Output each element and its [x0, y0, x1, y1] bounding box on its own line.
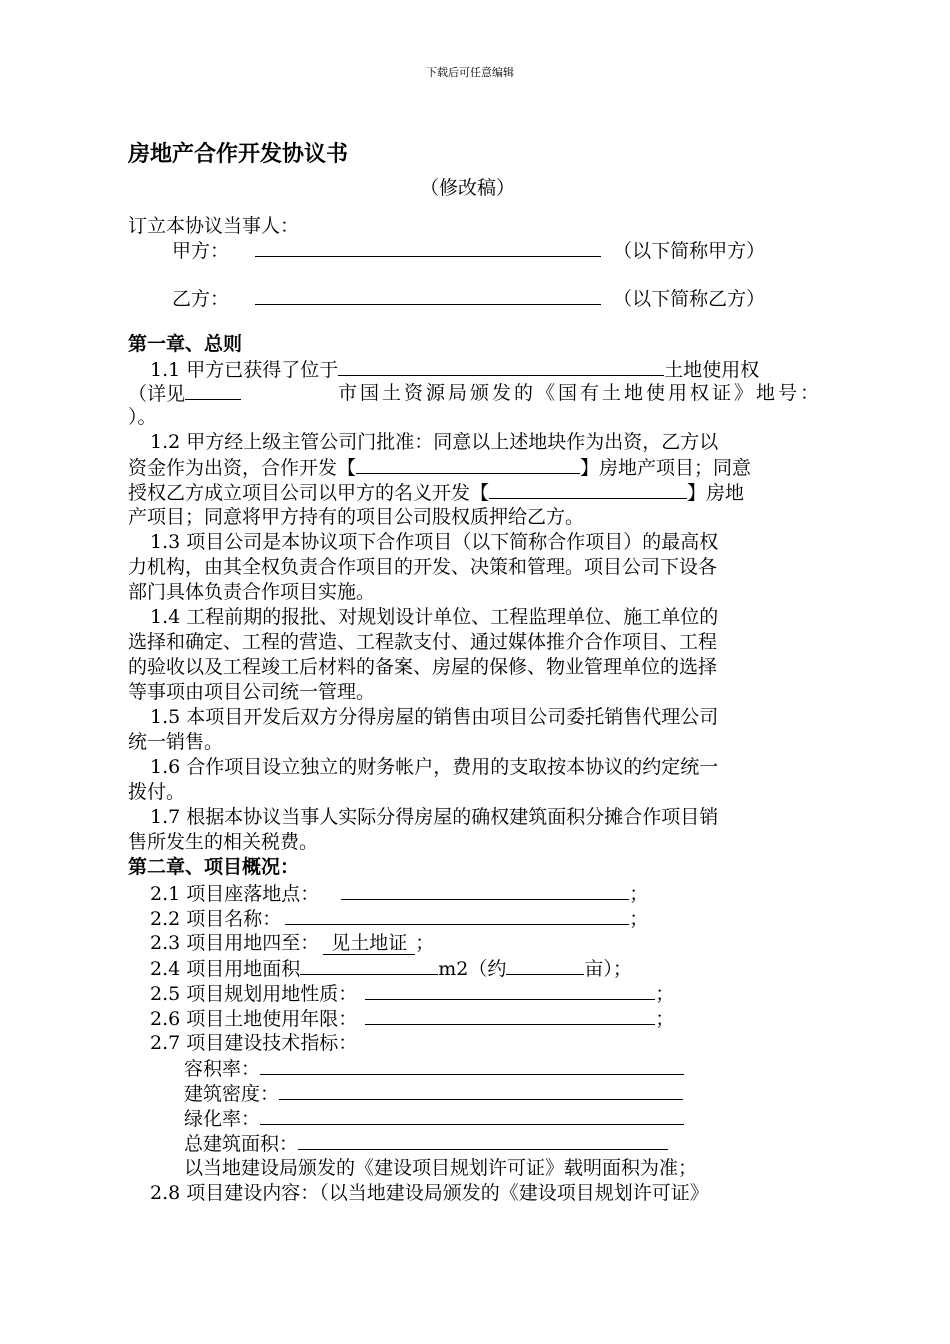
header-note: 下载后可任意编辑 [426, 66, 514, 79]
gfa-blank [298, 1131, 668, 1150]
document-subtitle: （修改稿） [420, 177, 516, 199]
clause-1-1-line3: ）。 [128, 406, 157, 428]
location-blank [341, 881, 629, 900]
project-name-blank-2 [489, 480, 687, 499]
green-label: 绿化率： [184, 1108, 261, 1130]
clause-1-1-location-blank [338, 357, 664, 376]
boundary-value: 见土地证 [323, 932, 415, 955]
semicolon: ； [655, 1008, 675, 1030]
clause-2-4-label: 2.4 项目用地面积 [150, 958, 301, 980]
clause-1-1-line2 [128, 381, 822, 406]
mu-unit: 亩）； [584, 958, 632, 980]
clause-1-7-line1: 1.7 根据本协议当事人实际分得房屋的确权建筑面积分摊合作项目销 [150, 806, 719, 828]
clause-2-3 [150, 931, 434, 955]
land-nature-blank [365, 981, 655, 1000]
clause-2-5-label: 2.5 项目规划用地性质： [150, 983, 358, 1005]
clause-2-5 [150, 981, 674, 1006]
clause-1-4-line1: 1.4 工程前期的报批、对规划设计单位、工程监理单位、施工单位的 [150, 606, 719, 628]
clause-1-3-line3: 部门具体负责合作项目实施。 [128, 581, 376, 603]
party-a-blank [255, 238, 601, 257]
clause-1-7-line2: 售所发生的相关税费。 [128, 831, 319, 853]
clause-1-6-line2: 拨付。 [128, 781, 186, 803]
clause-1-1-text: 1.1 甲方已获得了位于 [150, 359, 339, 381]
party-b-blank [255, 286, 601, 305]
density-line [184, 1081, 683, 1106]
clause-2-2-label: 2.2 项目名称： [150, 908, 282, 930]
far-blank [260, 1056, 684, 1075]
clause-1-2-line4: 产项目；同意将甲方持有的项目公司股权质押给乙方。 [128, 506, 585, 528]
density-blank [279, 1081, 683, 1100]
land-term-blank [365, 1006, 655, 1025]
clause-1-4-line4: 等事项由项目公司统一管理。 [128, 681, 376, 703]
clause-2-3-label: 2.3 项目用地四至： [150, 932, 320, 954]
clause-1-4-line2: 选择和确定、工程的营造、工程款支付、通过媒体推介合作项目、工程 [128, 631, 718, 653]
clause-1-1-tail: 土地使用权 [664, 359, 760, 381]
clause-2-1-label: 2.1 项目座落地点： [150, 883, 320, 905]
party-a-suffix: （以下简称甲方） [613, 240, 766, 262]
project-name-blank-1 [356, 455, 580, 474]
clause-1-2-text-b: 】房地产项目；同意 [580, 457, 752, 479]
party-b-suffix: （以下简称乙方） [613, 288, 766, 310]
clause-1-5-line2: 统一销售。 [128, 731, 224, 753]
clause-1-6-line1: 1.6 合作项目设立独立的财务帐户，费用的支取按本协议的约定统一 [150, 756, 719, 778]
green-blank [260, 1106, 684, 1125]
parties-intro: 订立本协议当事人： [128, 215, 300, 237]
chapter2-heading: 第二章、项目概况： [128, 856, 300, 878]
far-line [184, 1056, 684, 1081]
party-b-label: 乙方： [172, 288, 230, 310]
clause-2-4 [150, 956, 632, 981]
clause-2-6-label: 2.6 项目土地使用年限： [150, 1008, 358, 1030]
party-b-line [172, 286, 765, 311]
clause-2-2 [150, 906, 648, 931]
clause-1-3-line1: 1.3 项目公司是本协议项下合作项目（以下简称合作项目）的最高权 [150, 531, 719, 553]
semicolon: ； [655, 983, 675, 1005]
party-a-label: 甲方： [172, 240, 230, 262]
clause-1-3-line2: 力机构，由其全权负责合作项目的开发、决策和管理。项目公司下设各 [128, 556, 718, 578]
clause-2-7: 2.7 项目建设技术指标： [150, 1032, 358, 1054]
clause-1-2-text-d: 】房地 [687, 482, 745, 504]
clause-1-1-cert: 市国土资源局颁发的《国有土地使用权证》地号： [337, 382, 822, 404]
clause-1-2-text-a: 资金作为出资，合作开发【 [128, 457, 357, 479]
clause-1-2-text-c: 授权乙方成立项目公司以甲方的名义开发【 [128, 482, 490, 504]
clause-1-2-line2 [128, 455, 751, 480]
clause-1-2-line3 [128, 480, 744, 505]
semicolon: ； [629, 883, 649, 905]
gfa-line [184, 1131, 668, 1156]
semicolon: ； [629, 908, 649, 930]
density-label: 建筑密度： [184, 1083, 280, 1105]
project-name-blank [285, 906, 629, 925]
chapter1-heading: 第一章、总则 [128, 333, 243, 355]
party-a-line [172, 238, 765, 263]
clause-1-1-city-blank [185, 381, 241, 400]
clause-2-8: 2.8 项目建设内容：（以当地建设局颁发的《建设项目规划许可证》 [150, 1182, 709, 1204]
clause-1-5-line1: 1.5 本项目开发后双方分得房屋的销售由项目公司委托销售代理公司 [150, 706, 719, 728]
clause-1-1-see: （详见 [128, 383, 186, 405]
far-label: 容积率： [184, 1058, 261, 1080]
mu-blank [506, 956, 584, 975]
semicolon: ； [415, 932, 435, 954]
clause-2-6 [150, 1006, 674, 1031]
document-title: 房地产合作开发协议书 [128, 141, 349, 167]
clause-1-4-line3: 的验收以及工程竣工后材料的备案、房屋的保修、物业管理单位的选择 [128, 656, 718, 678]
clause-1-2-line1: 1.2 甲方经上级主管公司门批准：同意以上述地块作为出资，乙方以 [150, 431, 719, 453]
clause-2-1 [150, 881, 648, 906]
gfa-label: 总建筑面积： [184, 1133, 299, 1155]
clause-1-1-line1 [150, 357, 759, 382]
area-unit: m2（约 [438, 958, 507, 980]
green-line [184, 1106, 684, 1131]
area-note: 以当地建设局颁发的《建设项目规划许可证》载明面积为准； [184, 1157, 698, 1179]
area-blank [300, 956, 438, 975]
